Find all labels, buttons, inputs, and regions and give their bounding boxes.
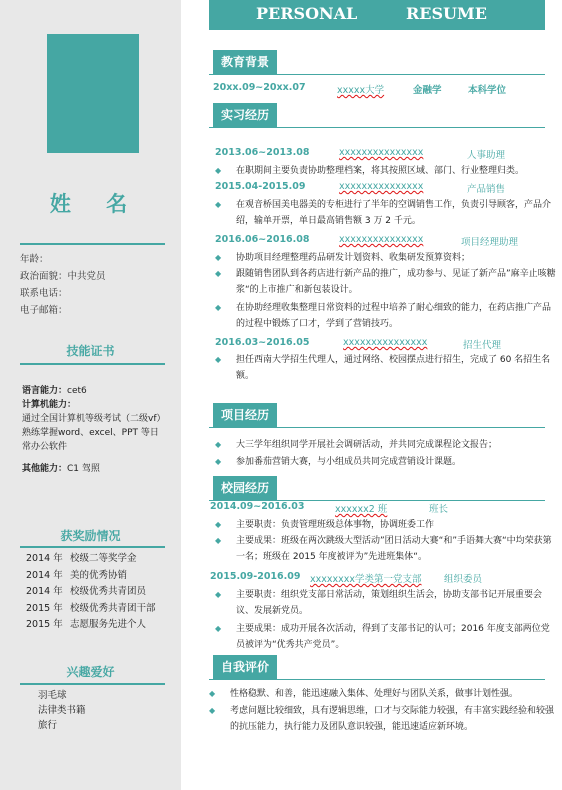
job-bullet: ◆ 在职期间主要负责协助整理档案，将其按照区域、部门、行业整理归类。 [215, 166, 525, 176]
campus-header [210, 571, 483, 585]
hobby-item: 羽毛球 [38, 690, 67, 701]
skills-heading: 技能证书 [66, 344, 115, 358]
hobby-item: 旅行 [38, 720, 58, 731]
award-item [26, 601, 181, 618]
self-bullet: ◆ 考虑问题比较细致，具有逻辑思维，口才与交际能力较强，有丰富实践经验和较强的抗压能力，执行能力及团队意识较强，能迅速适应新环境。 [209, 706, 555, 732]
campus-role: 班长 [429, 504, 449, 515]
award-text: 校级二等奖学金 [70, 553, 137, 564]
education-major: 金融学 [413, 85, 442, 96]
job-bullet: ◆ 跟随销售团队到各药店进行新产品的推广，成功参与、见证了新产品”麻辛止咳糖浆“的上市推广和新包装设计。 [215, 269, 556, 295]
job-bullet: ◆ 在协助经理收集整理日常资料的过程中培养了耐心细致的能力，在药店推广产品的过程中锻炼了口才，学到了营销技巧。 [215, 303, 552, 329]
divider [20, 363, 165, 365]
job-header [215, 147, 555, 161]
job-role: 招生代理 [463, 340, 502, 351]
job-header [215, 337, 502, 351]
campus-header [210, 501, 449, 515]
divider [209, 427, 545, 428]
award-text: 美的优秀协销 [70, 569, 128, 581]
campus-bullet: ◆ 主要成果：成功开展各次活动，得到了支部书记的认可；2016 年度支部两位党员被评为“优秀共产党员”。 [215, 624, 550, 650]
award-text: 校级优秀共青团干部 [70, 602, 156, 614]
campus-role: 组织委员 [444, 574, 483, 585]
campus-org: xxxxxx2 班 [335, 504, 388, 515]
job-bullet: ◆ 在观音桥国美电器美的专柜进行了半年的空调销售工作，负责引导顾客，产品介绍，输单开票，单日最高销售额 3 万 2 千元。 [215, 200, 552, 226]
campus-heading: 校园经历 [213, 476, 277, 500]
photo-placeholder [47, 34, 139, 153]
candidate-name: 姓 名 [49, 192, 142, 216]
awards-heading: 获奖励情况 [60, 529, 121, 543]
education-row [213, 82, 507, 96]
info-age: 年龄： [20, 254, 49, 265]
education-heading: 教育背景 [213, 50, 277, 74]
campus-period: 2014.09~2016.03 [210, 501, 305, 512]
personal-info [20, 251, 106, 319]
campus-bullet: ◆ 主要职责：组织党支部日常活动，策划组织生活会，协助支部书记开展重要会议、发展新党员。 [215, 590, 543, 616]
other-value: C1 驾照 [67, 464, 100, 474]
hobbies-list [38, 688, 193, 733]
computer-label: 计算机能力： [22, 400, 77, 410]
resume-banner [209, 0, 545, 30]
computer-line: 熟练掌握word、excel、PPT 等日 [22, 428, 159, 438]
job-role: 项目经理助理 [461, 237, 519, 248]
self-bullet: ◆ 性格稳默、和善，能迅速融入集体、处理好与团队关系，做事计划性强。 [209, 689, 519, 699]
award-year: 2014 年 [26, 569, 63, 581]
banner-right: RESUME [406, 4, 487, 23]
job-header [215, 234, 519, 248]
job-company: xxxxxxxxxxxxxxx [339, 181, 424, 192]
job-period: 2016.03~2016.05 [215, 337, 310, 348]
computer-line: 常办公软件 [22, 442, 68, 452]
divider [20, 683, 165, 685]
award-year: 2015 年 [26, 619, 63, 630]
computer-line: 通过全国计算机等级考试（二级vf） [22, 414, 166, 424]
job-period: 2015.04-2015.09 [215, 181, 306, 192]
language-value: cet6 [67, 386, 87, 396]
job-company: xxxxxxxxxxxxxxx [339, 147, 424, 158]
projects-heading: 项目经历 [213, 403, 277, 427]
job-role: 产品销售 [467, 184, 506, 195]
award-text: 志愿服务先进个人 [70, 619, 147, 630]
internship-heading: 实习经历 [213, 103, 277, 127]
info-email: 电子邮箱： [20, 305, 68, 316]
job-company: xxxxxxxxxxxxxxx [343, 337, 428, 348]
divider [209, 127, 545, 128]
banner-left: PERSONAL [256, 4, 358, 23]
language-label: 语言能力： [22, 386, 68, 396]
job-period: 2016.06~2016.08 [215, 234, 310, 245]
campus-bullet: ◆ 主要成果：班级在两次跳级大型活动”团日活动大赛“和”手语舞大赛“中均荣获第一名；班级在 2015 年度被评为”先进班集体“。 [215, 536, 552, 562]
award-year: 2014 年 [26, 586, 63, 597]
campus-period: 2015.09-2016.09 [210, 571, 301, 582]
award-text: 校级优秀共青团员 [70, 586, 147, 597]
education-school: xxxxx大学 [337, 85, 385, 96]
education-period: 20xx.09~20xx.07 [213, 82, 306, 93]
job-company: xxxxxxxxxxxxxxx [339, 234, 424, 245]
award-item [26, 551, 181, 568]
job-bullet: ◆ 协助项目经理整理药品研发计划资料、收集研发预算资料； [215, 253, 471, 263]
awards-list [26, 551, 181, 634]
job-bullet: ◆ 担任西南大学招生代理人，通过网络、校园摆点进行招生，完成了 60 名招生名额。 [215, 355, 551, 381]
divider [20, 546, 165, 548]
job-role: 人事助理 [467, 150, 506, 161]
project-bullet: ◆ 大三学年组织同学开展社会调研活动，并共同完成课程论文报告； [215, 440, 498, 450]
education-degree: 本科学位 [468, 85, 507, 96]
self-heading: 自我评价 [213, 655, 277, 679]
award-year: 2015 年 [26, 602, 63, 614]
project-bullet: ◆ 参加番茄营销大赛，与小组成员共同完成营销设计课题。 [215, 457, 462, 467]
award-item [26, 568, 181, 585]
job-header [215, 181, 506, 195]
award-item [26, 584, 181, 601]
divider [209, 74, 545, 75]
hobby-item: 法律类书籍 [38, 705, 86, 716]
hobbies-heading: 兴趣爱好 [66, 665, 115, 679]
job-period: 2013.06~2013.08 [215, 147, 310, 158]
divider [20, 243, 165, 245]
info-politics: 政治面貌：中共党员 [20, 271, 106, 282]
award-item [26, 617, 181, 634]
divider [209, 679, 545, 680]
skills-list [22, 384, 177, 476]
campus-bullet: ◆ 主要职责：负责管理班级总体事物，协调班委工作 [215, 520, 435, 530]
other-label: 其他能力： [22, 464, 68, 474]
award-year: 2014 年 [26, 553, 63, 564]
campus-org: xxxxxxxx学类第一党支部 [310, 574, 422, 585]
info-phone: 联系电话： [20, 288, 68, 299]
